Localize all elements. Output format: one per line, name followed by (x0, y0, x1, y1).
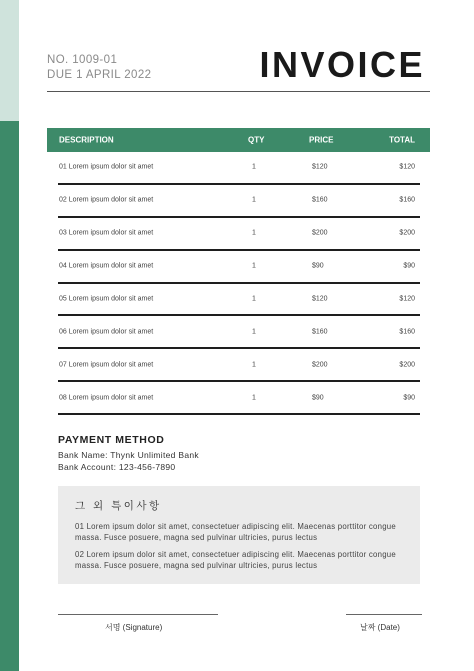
row-qty: 1 (252, 361, 256, 369)
table-row (58, 185, 420, 218)
table-row (58, 284, 420, 317)
row-total: $160 (399, 196, 415, 204)
row-price: $120 (312, 295, 328, 303)
note-item: 01 Lorem ipsum dolor sit amet, consectetuer adipiscing elit. Maecenas porttitor congue massa. Fusce posuere, magna sed pulvinar ultricies, purus lectus (75, 522, 396, 543)
decorative-strip-dark (0, 121, 19, 671)
row-total: $120 (399, 295, 415, 303)
row-qty: 1 (252, 262, 256, 270)
row-description: 02 Lorem ipsum dolor sit amet (59, 196, 154, 204)
row-total: $90 (403, 394, 415, 402)
row-price: $160 (312, 328, 328, 336)
row-description: 07 Lorem ipsum dolor sit amet (59, 361, 154, 369)
signature-label: 서명 (Signature) (105, 623, 163, 632)
row-total: $120 (399, 163, 415, 171)
table-header (47, 128, 430, 152)
invoice-table-body (58, 152, 420, 415)
row-description: 08 Lorem ipsum dolor sit amet (59, 394, 154, 402)
row-total: $200 (399, 361, 415, 369)
date-label: 날짜 (Date) (360, 623, 400, 632)
table-row (58, 349, 420, 382)
row-qty: 1 (252, 295, 256, 303)
row-description: 05 Lorem ipsum dolor sit amet (59, 295, 154, 303)
row-price: $120 (312, 163, 328, 171)
notes-box (58, 486, 420, 584)
row-description: 06 Lorem ipsum dolor sit amet (59, 328, 154, 336)
invoice-due-date: DUE 1 APRIL 2022 (47, 69, 152, 81)
table-row (58, 382, 420, 415)
invoice-number: NO. 1009-01 (47, 54, 118, 66)
row-qty: 1 (252, 229, 256, 237)
decorative-strip-light (0, 0, 19, 121)
header-description: DESCRIPTION (59, 135, 114, 145)
header-divider (47, 91, 430, 92)
row-qty: 1 (252, 328, 256, 336)
row-price: $200 (312, 361, 328, 369)
row-qty: 1 (252, 394, 256, 402)
note-item: 02 Lorem ipsum dolor sit amet, consectetuer adipiscing elit. Maecenas porttitor congue massa. Fusce posuere, magna sed pulvinar ultricies, purus lectus (75, 550, 396, 571)
table-row (58, 152, 420, 185)
row-description: 03 Lorem ipsum dolor sit amet (59, 229, 154, 237)
payment-method-title: PAYMENT METHOD (58, 434, 165, 446)
row-qty: 1 (252, 196, 256, 204)
table-row (58, 218, 420, 251)
row-total: $200 (399, 229, 415, 237)
row-description: 01 Lorem ipsum dolor sit amet (59, 163, 154, 171)
bank-account: Bank Account: 123-456-7890 (58, 462, 176, 472)
row-price: $90 (312, 262, 324, 270)
row-total: $160 (399, 328, 415, 336)
row-price: $90 (312, 394, 324, 402)
header-total: TOTAL (389, 135, 415, 145)
row-total: $90 (403, 262, 415, 270)
bank-name: Bank Name: Thynk Unlimited Bank (58, 450, 199, 460)
notes-title: 그 외 특이사항 (75, 500, 162, 512)
header-price: PRICE (309, 135, 334, 145)
row-price: $160 (312, 196, 328, 204)
invoice-meta (47, 53, 151, 83)
row-price: $200 (312, 229, 328, 237)
table-row (58, 251, 420, 284)
table-row (58, 316, 420, 349)
row-qty: 1 (252, 163, 256, 171)
signature-line (58, 614, 218, 615)
header-qty: QTY (248, 135, 265, 145)
date-line (346, 614, 422, 615)
row-description: 04 Lorem ipsum dolor sit amet (59, 262, 154, 270)
invoice-title: INVOICE (259, 44, 425, 85)
